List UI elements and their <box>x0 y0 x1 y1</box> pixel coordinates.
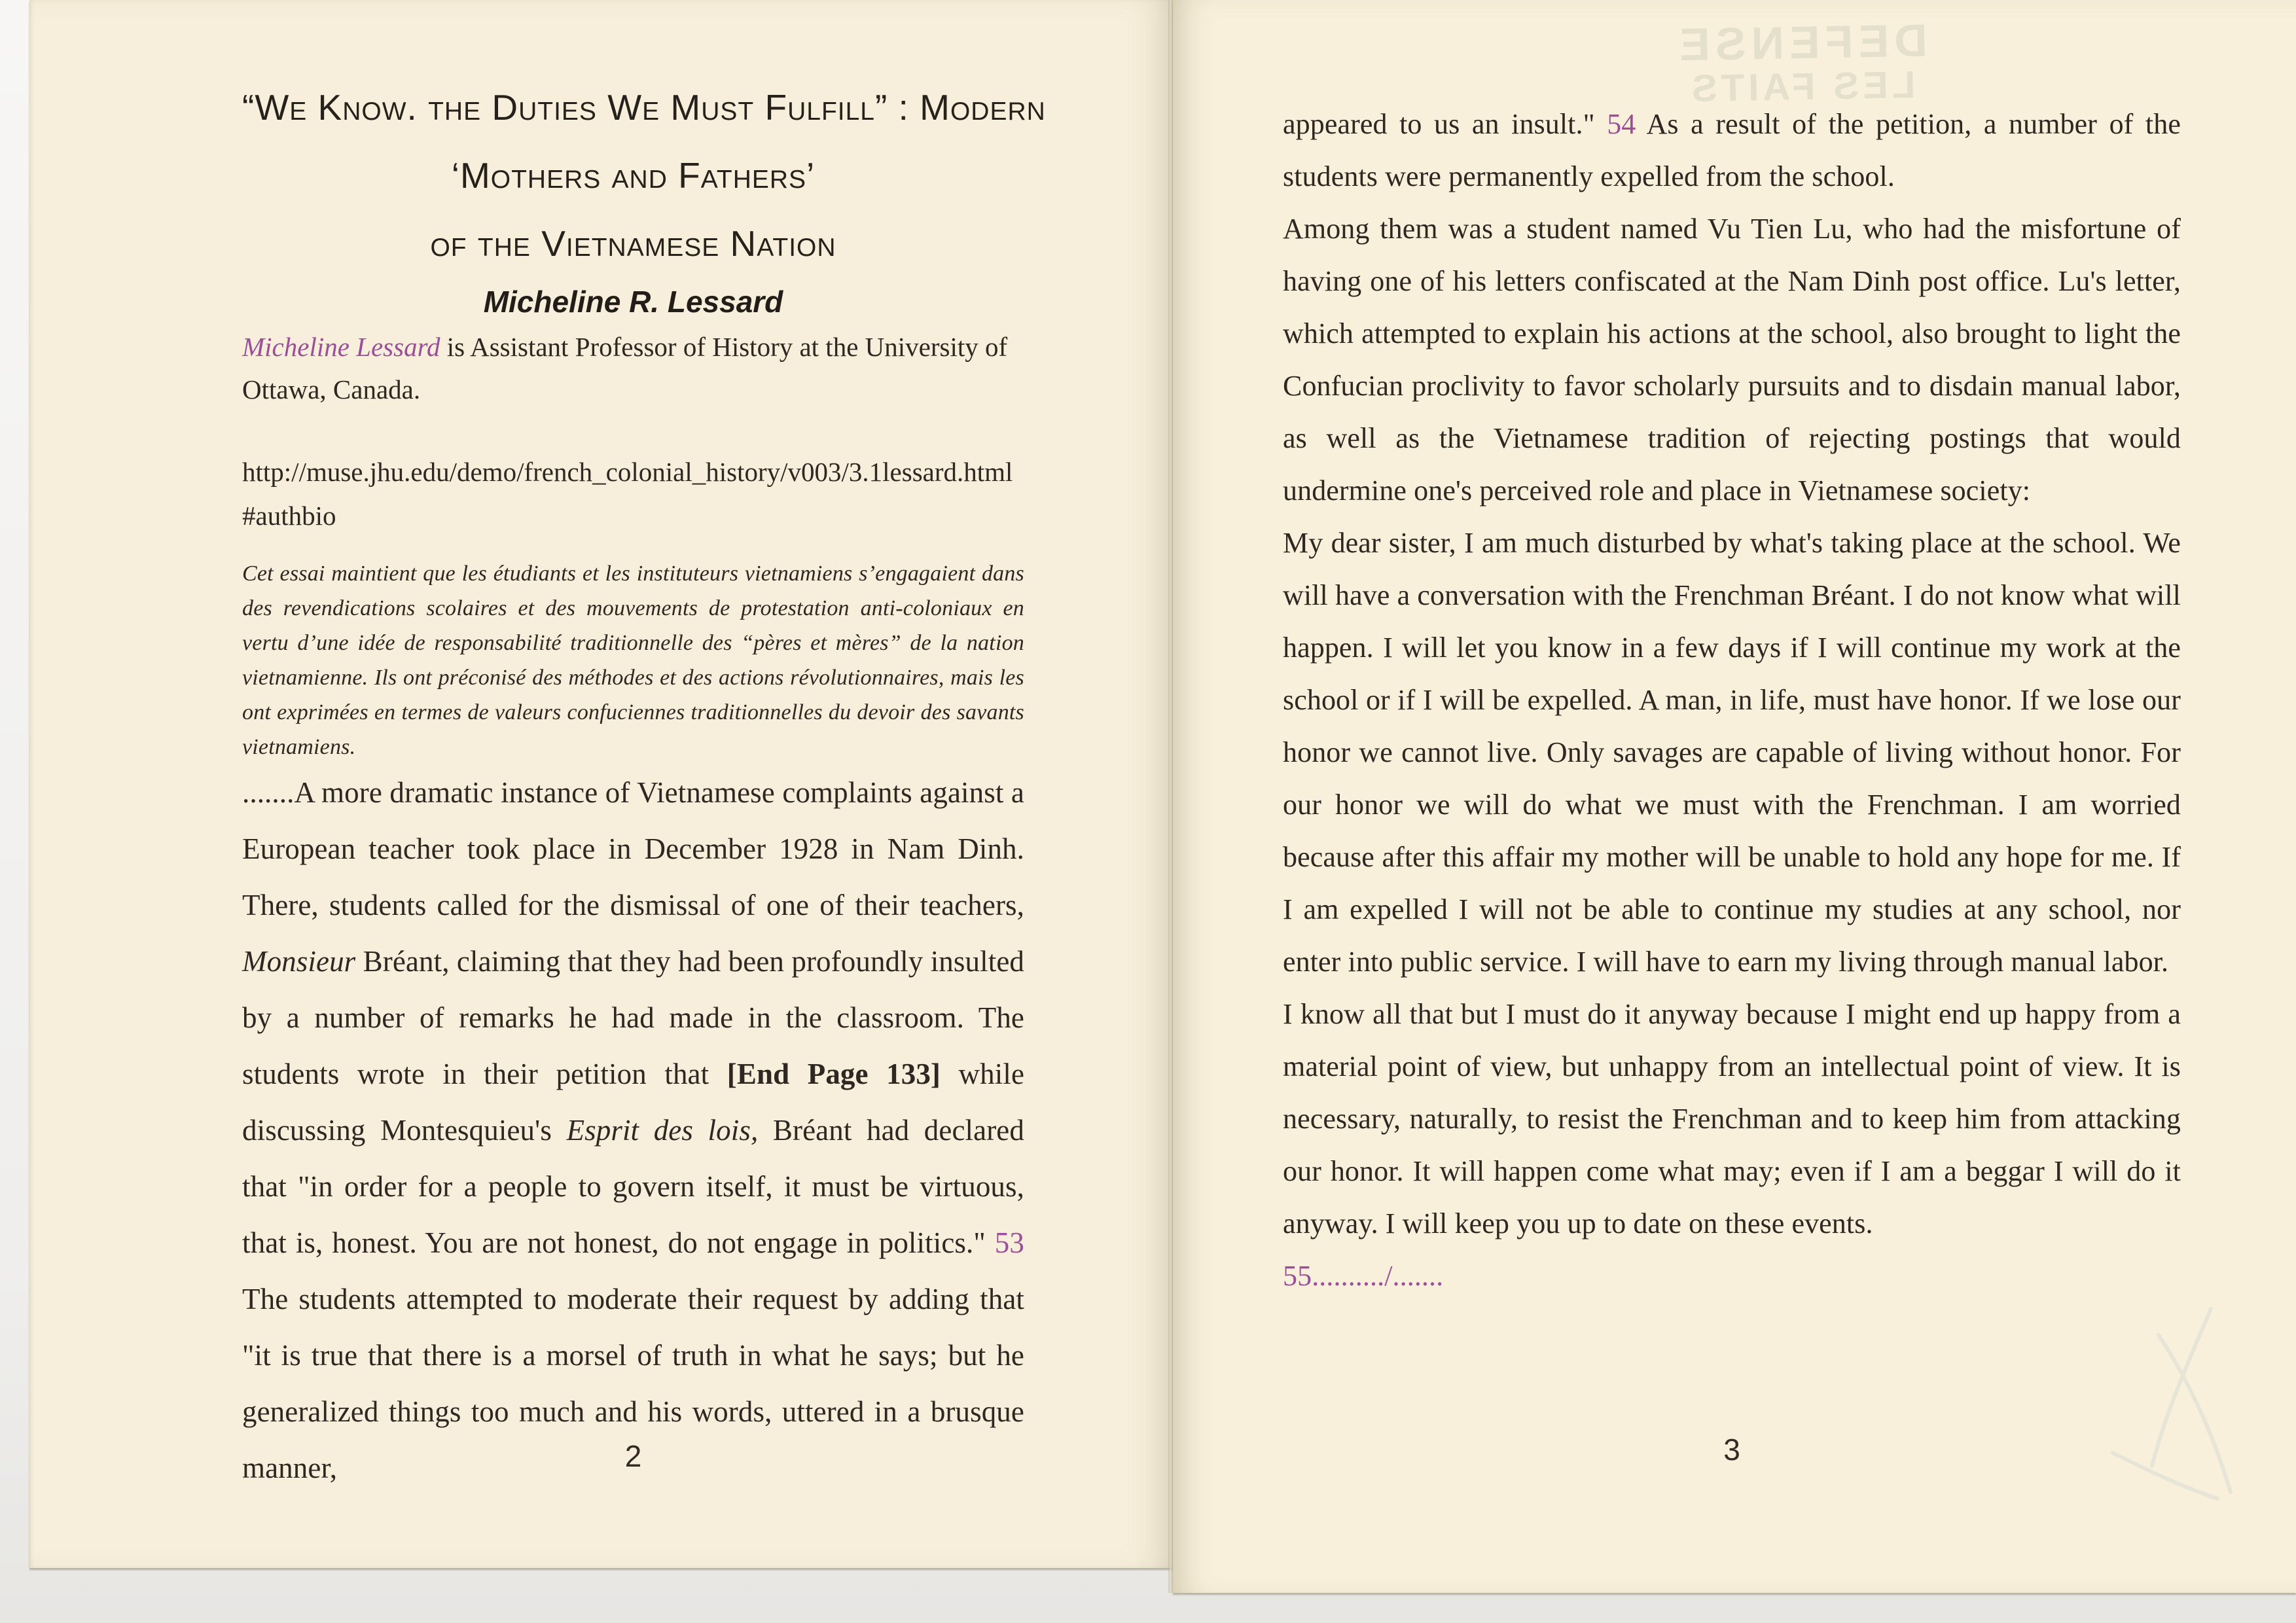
right-page <box>1173 0 2296 1593</box>
text-run: As a result of the petition, a number of the students were permanently expelled from the school. <box>1283 108 2181 192</box>
text-run: Monsieur <box>242 945 356 978</box>
text-run: Among them was a student named Vu Tien Lu, who had the misfortune of having one of his letters confiscated at the Nam Dinh post office. Lu's letter, which attempted to explain his actions at the school, also brought to light the Confucian proclivity to favor scholarly pursuits and to disdain manual labor, as well as the Vietnamese tradition of rejecting postings that would undermine one's perceived role and place in Vietnamese society: <box>1283 213 2181 507</box>
article-title-line-1: “We Know. the Duties We Must Fulfill” : Modern <box>242 87 1046 128</box>
body-paragraph <box>1283 98 2181 203</box>
french-abstract: Cet essai maintient que les étudiants et les instituteurs vietnamiens s’engagaient dans des revendications scolaires et des mouvements de protestation anti-coloniaux en vertu d’une idée de responsabilité traditionnelle des “pères et mères” de la nation vietnamienne. Ils ont préconisé des méthodes et des actions révolutionnaires, mais les ont exprimées en termes de valeurs confuciennes traditionnelles du devoir des savants vietnamiens. <box>242 562 1024 759</box>
text-run: Bréant, claiming that they had been profoundly insulted by a number of remarks he had made in the classroom. The students wrote in their petition that <box>242 945 1024 1090</box>
right-page-body <box>1283 98 2181 1302</box>
text-run: .......A more dramatic instance of Vietnamese complaints against a European teacher took place in December 1928 in Nam Dinh. There, students called for the dismissal of one of their teachers, <box>242 776 1024 921</box>
article-url: http://muse.jhu.edu/demo/french_colonial_history/v003/3.1lessard.html#authbio <box>242 457 1013 531</box>
article-header <box>242 73 1046 326</box>
text-run: 54 <box>1607 108 1636 140</box>
body-paragraph <box>242 764 1024 1496</box>
body-paragraph <box>1283 988 2181 1250</box>
article-title-line-2: ‘Mothers and Fathers’ <box>451 155 816 196</box>
page-number-left: 2 <box>624 1439 642 1473</box>
article-title-line-3: of the Vietnamese Nation <box>430 223 836 264</box>
author-bio <box>242 326 1024 411</box>
author-bio-name: Micheline Lessard <box>242 332 440 362</box>
author-bio-text: is Assistant Professor of History at the University of Ottawa, Canada. <box>242 332 1008 404</box>
body-paragraph <box>1283 517 2181 988</box>
handwriting-ghost-marks <box>1995 1296 2270 1531</box>
text-run: [End Page 133] <box>726 1058 941 1090</box>
article-title <box>242 73 1046 277</box>
left-page <box>29 0 1173 1568</box>
footnote-continuation-marker <box>1283 1250 2181 1302</box>
text-run: 55........../....... <box>1283 1260 1444 1292</box>
text-run: Esprit des lois, <box>566 1114 759 1147</box>
text-run: My dear sister, I am much disturbed by what's taking place at the school. We will have a conversation with the Frenchman Bréant. I do not know what will happen. I will let you know in a few days if I will continue my work at the school or if I will be expelled. A man, in life, must have honor. If we lose our honor we cannot live. Only savages are capable of living without honor. For our honor we will do what we must with the Frenchman. I am worried because after this affair my mother will be unable to hold any hope for me. If I am expelled I will not be able to continue my studies at any school, nor enter into public service. I will have to earn my living through manual labor. <box>1283 527 2181 978</box>
bleedthrough-ghost-text <box>1591 14 2011 111</box>
text-run: Bréant had declared that "in order for a people to govern itself, it must be virtuous, that is, honest. You are not honest, do not engage in politics." <box>242 1114 1024 1259</box>
text-run: appeared to us an insult." <box>1283 108 1607 140</box>
page-number-right: 3 <box>1723 1433 1740 1467</box>
text-run: I know all that but I must do it anyway because I might end up happy from a material point of view, but unhappy from an intellectual point of view. It is necessary, naturally, to resist the Frenchman and to keep him from attacking our honor. It will happen come what may; even if I am a beggar I will do it anyway. I will keep you up to date on these events. <box>1283 998 2181 1240</box>
left-page-body <box>242 764 1024 1496</box>
text-run: while discussing Montesquieu's <box>242 1058 1025 1147</box>
author-name: Micheline R. Lessard <box>483 285 783 319</box>
body-paragraph <box>1283 203 2181 517</box>
text-run: The students attempted to moderate their request by adding that "it is true that there is a morsel of truth in what he says; but he generalized things too much and his words, uttered in a brusque manner, <box>242 1283 1024 1484</box>
ghost-line-les-faits: LES FAITS <box>1687 63 1916 111</box>
ghost-line-defense: DEFENSE <box>1674 14 1928 71</box>
text-run: 53 <box>994 1226 1024 1259</box>
